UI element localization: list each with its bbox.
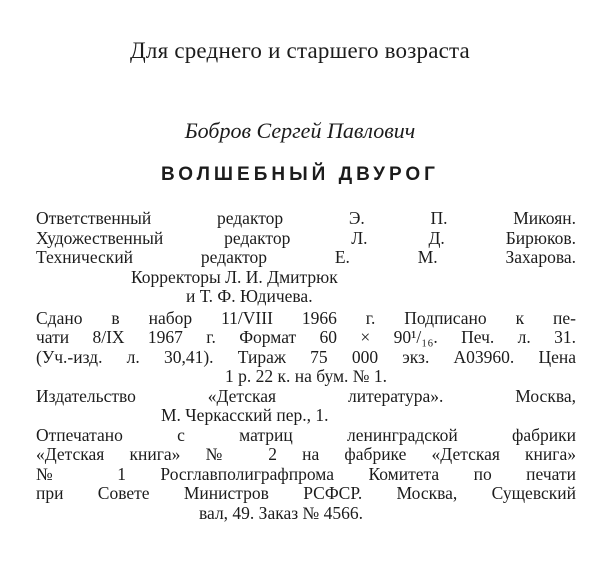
correctors-line-2: и Т. Ф. Юдичева. <box>186 286 313 306</box>
printed-line-3: № 1 Росглавполиграфпрома Комитета по печати <box>36 463 576 484</box>
publisher-line-2: М. Черкасский пер., 1. <box>161 405 329 425</box>
art-editor: Художественный редактор Л. Д. Бирюков. <box>36 227 576 248</box>
imprint-block <box>36 209 576 523</box>
print-info-line-4: 1 р. 22 к. на бум. № 1. <box>224 366 388 386</box>
correctors-line-1: Корректоры Л. И. Дмитрюк <box>131 266 338 287</box>
technical-editor: Технический редактор Е. М. Захарова. <box>36 247 576 267</box>
responsible-editor: Ответственный редактор Э. П. Микоян. <box>36 208 576 228</box>
print-info-line-1: Сдано в набор 11/VIII 1966 г. Подписано к пе- <box>36 307 576 328</box>
print-info-line-3: (Уч.-изд. л. 30,41). Тираж 75 000 экз. А03960. Цена <box>36 346 576 367</box>
printed-line-2: «Детская книга» № 2 на фабрике «Детская книга» <box>36 444 576 464</box>
printed-line-5: вал, 49. Заказ № 4566. <box>199 502 363 523</box>
author-name: Бобров Сергей Павлович <box>184 118 416 143</box>
book-title: ВОЛШЕБНЫЙ ДВУРОГ <box>161 164 439 185</box>
printed-line-4: при Совете Министров РСФСР. Москва, Сущевский <box>36 483 576 503</box>
age-recommendation: Для среднего и старшего возраста <box>130 38 470 63</box>
printed-line-1: Отпечатано с матриц ленинградской фабрики <box>36 424 576 445</box>
print-info-line-2: чати 8/IX 1967 г. Формат 60 × 90¹/₁₆. Печ. л. 31. <box>36 327 576 347</box>
publisher-line-1: Издательство «Детская литература». Москва, <box>36 385 576 406</box>
